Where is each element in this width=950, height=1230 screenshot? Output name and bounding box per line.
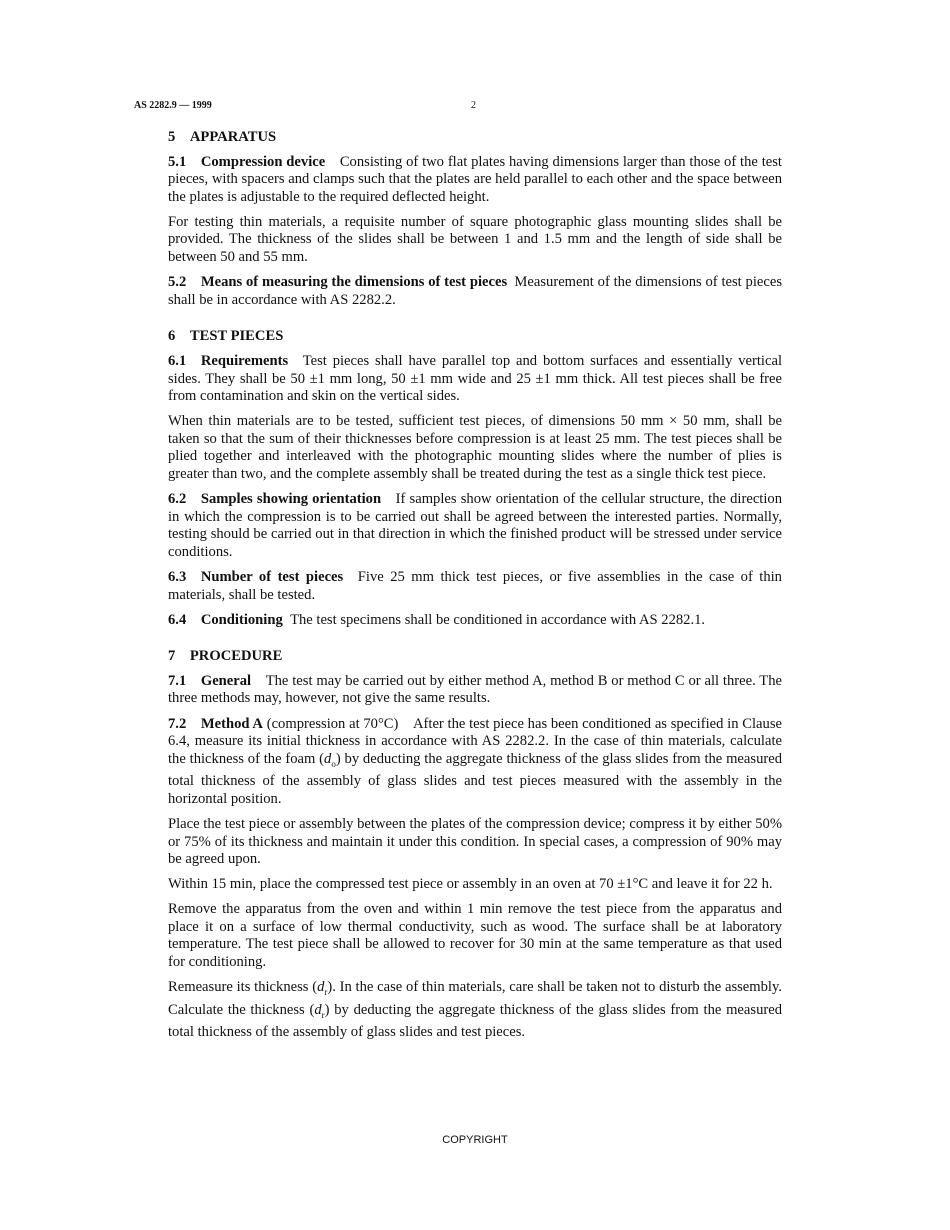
section-7-heading: 7 PROCEDURE — [168, 648, 283, 665]
clause-6-3 — [168, 569, 782, 604]
section-6-heading: 6 TEST PIECES — [168, 328, 284, 345]
clause-text: Test pieces shall have parallel top and bottom surfaces and essentially vertical sides. They shall be 50 ±1 mm long, 50 ±1 mm wide and 25 ±1 mm thick. All test pieces shall be free from contamination and skin on the vertical sides. — [168, 352, 782, 405]
page-content — [168, 129, 782, 1049]
clause-number: 6.2 — [168, 491, 187, 508]
paragraph-text: ). In the case of thin materials, care shall be taken not to disturb the assembly. Calculate the thickness ( — [168, 979, 782, 1018]
clause-title: General — [200, 672, 252, 689]
clause-title: Conditioning — [200, 611, 283, 628]
section-5-heading: 5 APPARATUS — [168, 129, 277, 145]
clause-title: Means of measuring the dimensions of test pieces — [200, 274, 508, 291]
paragraph: For testing thin materials, a requisite number of square photographic glass mounting slides shall be provided. The thickness of the slides shall be between 1 and 1.5 mm and the length of side shall be between 50 and 55 mm. — [168, 213, 782, 266]
clause-7-1 — [168, 673, 782, 708]
clause-number: 5.2 — [168, 274, 187, 291]
paragraph-remeasure — [168, 979, 782, 1042]
clause-7-2 — [168, 716, 782, 809]
clause-text: Consisting of two flat plates having dimensions larger than those of the test pieces, with spacers and clamps such that the plates are held parallel to each other and the space between the plates is adjustable to the required deflected height. — [168, 153, 782, 205]
clause-title: Requirements — [200, 352, 289, 369]
clause-title: Number of test pieces — [200, 568, 344, 585]
clause-subtitle: (compression at 70°C) — [266, 715, 399, 732]
clause-text: The test specimens shall be conditioned in accordance with AS 2282.1. — [290, 611, 706, 628]
clause-number: 6.3 — [168, 568, 187, 585]
variable-d: d — [317, 979, 325, 996]
page-number: 2 — [471, 100, 476, 111]
variable-d: d — [324, 750, 332, 767]
clause-number: 6.4 — [168, 611, 187, 628]
clause-number: 7.1 — [168, 672, 187, 689]
variable-d: d — [314, 1001, 322, 1018]
variable-subscript: r — [321, 1009, 325, 1020]
paragraph: Remove the apparatus from the oven and within 1 min remove the test piece from the apparatus and place it on a surface of low thermal conductivity, such as wood. The surface shall be at laboratory temperature. The test piece shall be allowed to recover for 30 min at the same temperature as that used for conditioning. — [168, 901, 782, 971]
clause-text: The test may be carried out by either method A, method B or method C or all three. The three methods may, however, not give the same results. — [168, 672, 782, 707]
clause-text: After the test piece has been conditioned as specified in Clause 6.4, measure its initial thickness in accordance with AS 2282.2. In the case of thin materials, calculate the thickness of the foam ( — [168, 715, 782, 767]
clause-text: If samples show orientation of the cellular structure, the direction in which the compression is to be carried out shall be agreed between the interested parties. Normally, testing should be carried out in that direction in which the finished product will be stressed under service conditions. — [168, 491, 783, 560]
clause-text: Five 25 mm thick test pieces, or five assemblies in the case of thin materials, shall be tested. — [168, 568, 782, 603]
clause-6-1 — [168, 353, 782, 406]
footer-copyright: COPYRIGHT — [442, 1134, 508, 1146]
paragraph: When thin materials are to be tested, sufficient test pieces, of dimensions 50 mm × 50 mm, shall be taken so that the sum of their thicknesses before compression is at least 25 mm. The test pieces shall be plied together and interleaved with the photographic mounting slides where the number of plies is greater than two, and the complete assembly shall be treated during the test as a single thick test piece. — [168, 413, 782, 482]
paragraph-text: ) by deducting the aggregate thickness of the glass slides from the measured total thickness of the assembly of glass slides and test pieces. — [168, 1001, 782, 1041]
clause-title: Method A — [200, 715, 263, 732]
paragraph: Place the test piece or assembly between the plates of the compression device; compress it by either 50% or 75% of its thickness and maintain it under this condition. In special cases, a compression of 90% may be agreed upon. — [168, 815, 782, 868]
clause-number: 5.1 — [168, 153, 187, 170]
clause-5-1 — [168, 154, 782, 207]
clause-5-2 — [168, 274, 782, 309]
clause-6-2 — [168, 491, 782, 561]
clause-number: 7.2 — [168, 715, 187, 732]
paragraph: Within 15 min, place the compressed test piece or assembly in an oven at 70 ±1°C and leave it for 22 h. — [168, 876, 773, 893]
header-standard: AS 2282.9 — 1999 — [134, 100, 212, 111]
variable-subscript: r — [324, 987, 328, 998]
variable-subscript: o — [331, 758, 336, 769]
clause-number: 6.1 — [168, 352, 187, 369]
clause-text-cont: ) by deducting the aggregate thickness of the glass slides from the measured total thickness of the assembly of glass slides and test pieces measured with the assembly in the horizontal position. — [168, 750, 782, 807]
clause-title: Compression device — [200, 153, 326, 170]
clause-text: Measurement of the dimensions of test pieces shall be in accordance with AS 2282.2. — [168, 274, 782, 308]
clause-6-4 — [168, 612, 782, 630]
clause-title: Samples showing orientation — [200, 491, 382, 508]
paragraph-text: Remeasure its thickness ( — [168, 979, 318, 996]
